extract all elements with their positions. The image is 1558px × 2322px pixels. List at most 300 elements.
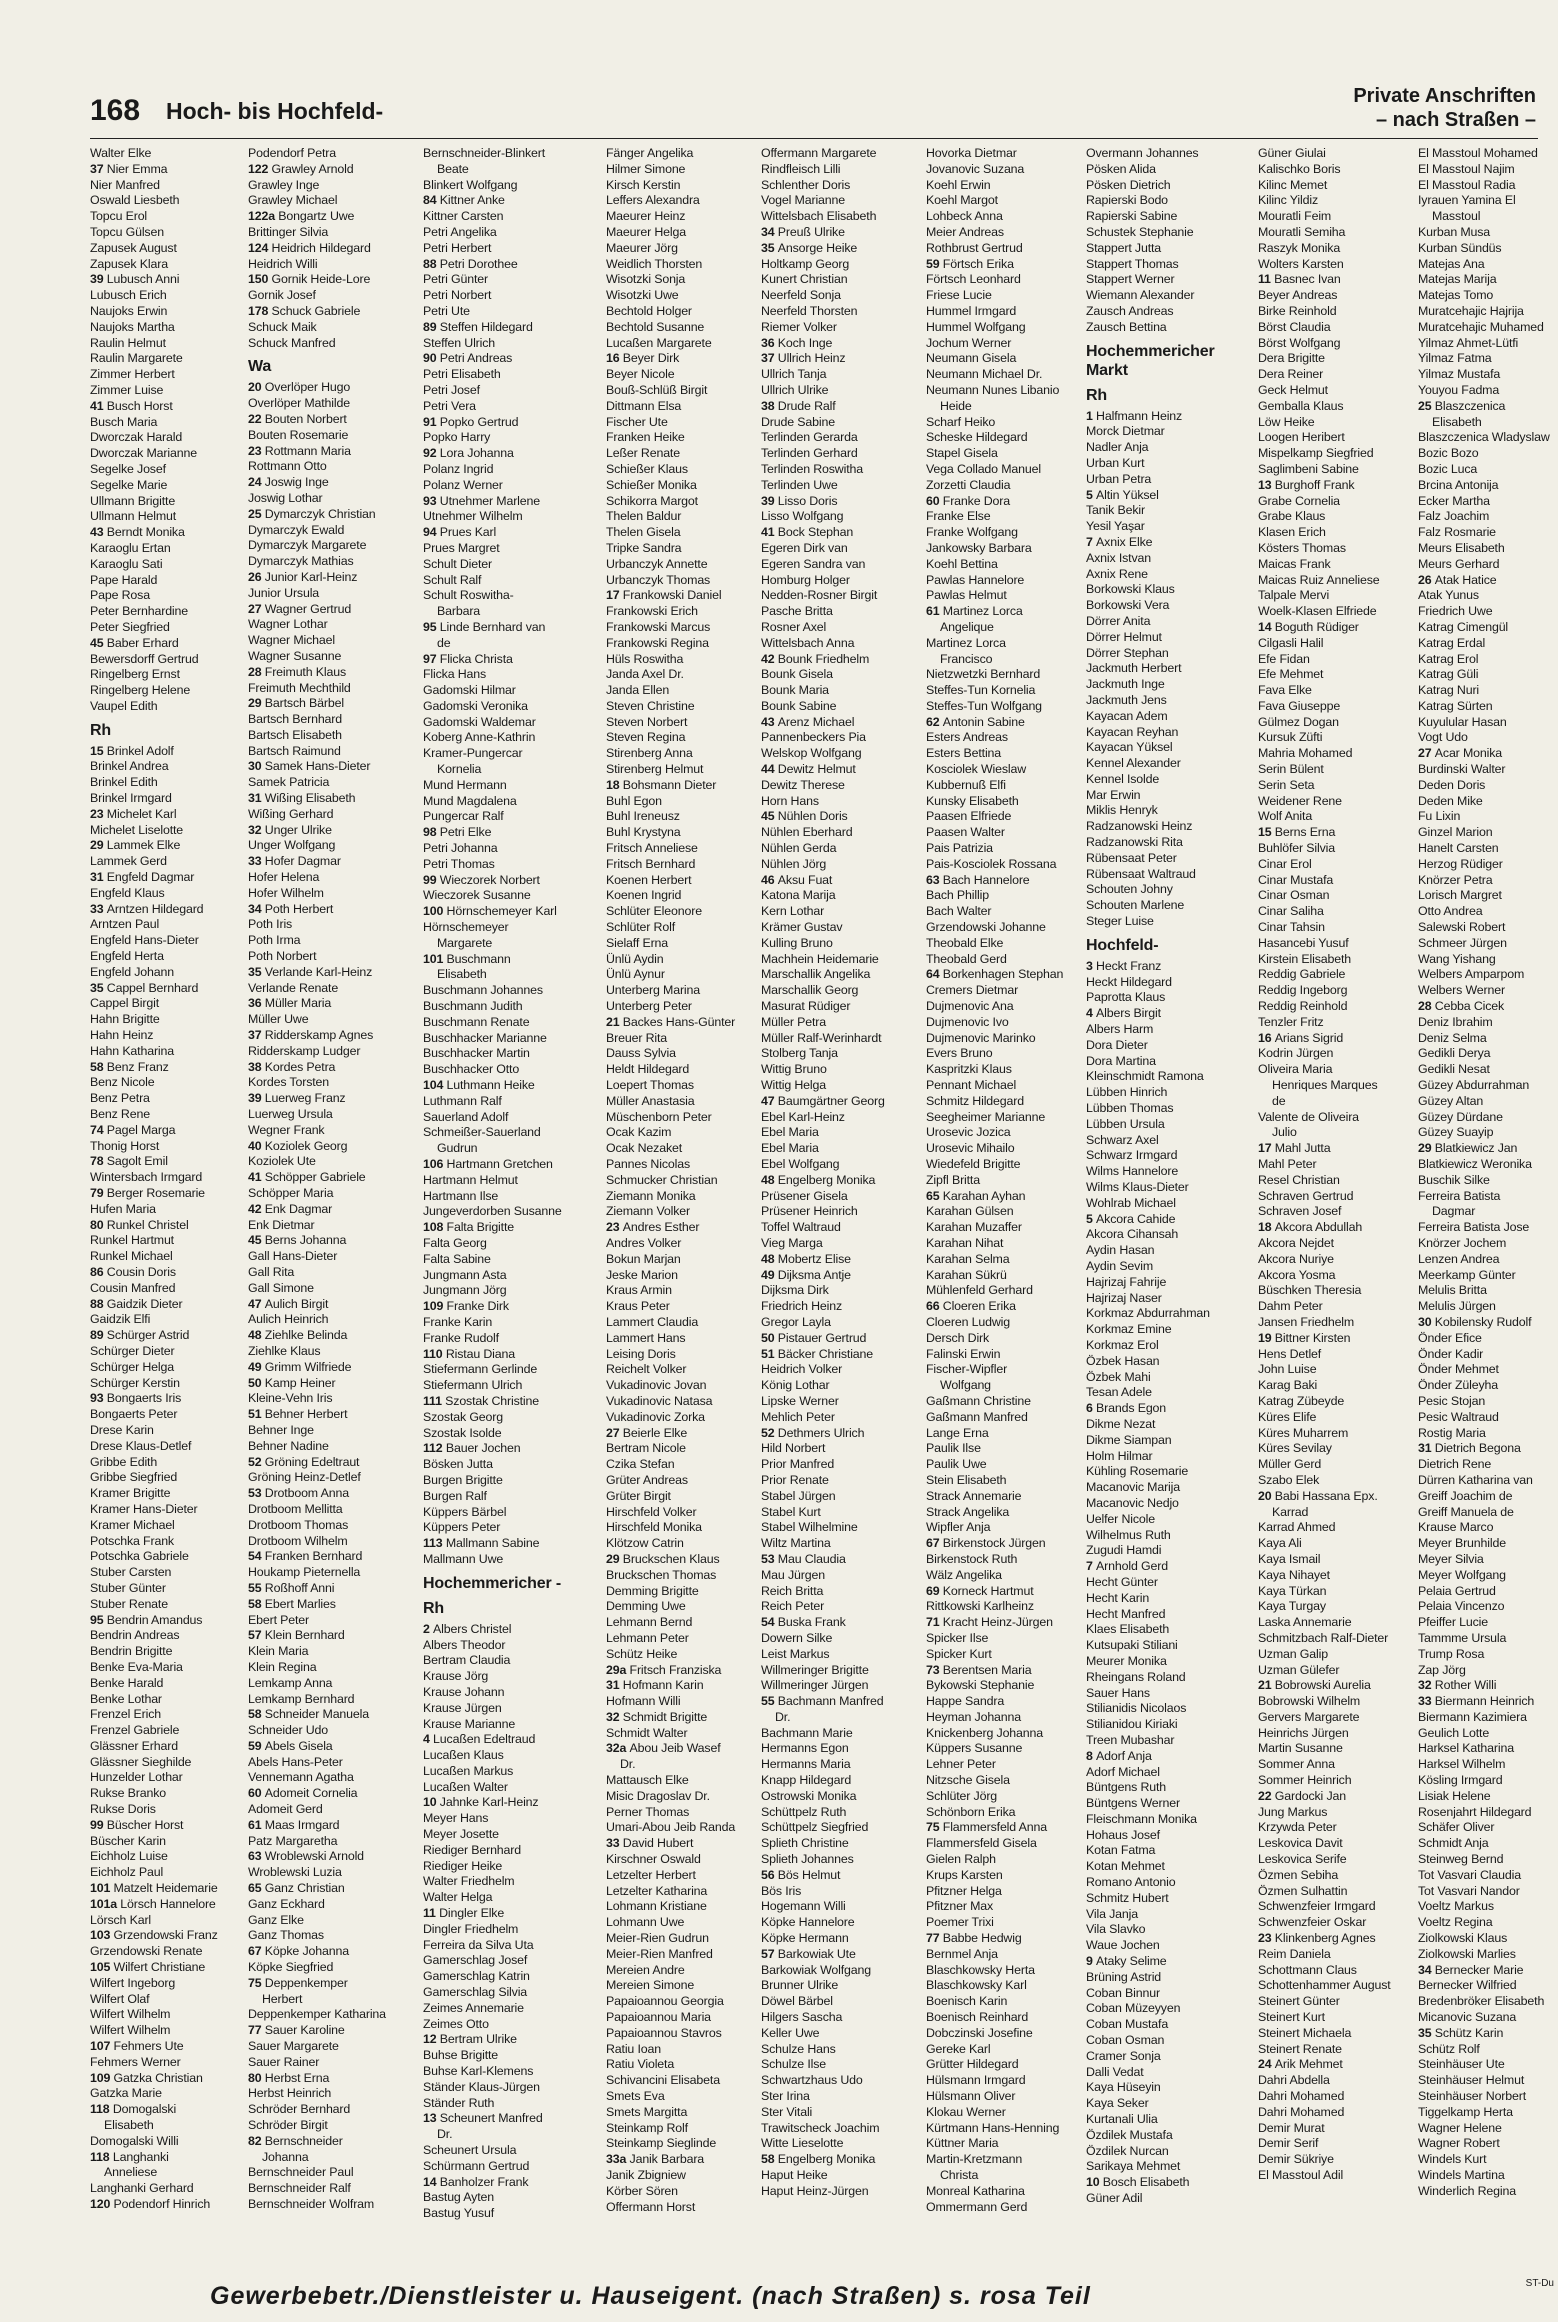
resident-entry: Raszyk Monika — [1258, 240, 1341, 255]
resident-entry: Cousin Manfred — [90, 1280, 176, 1295]
resident-entry: 25 Blaszczenica — [1418, 398, 1506, 413]
resident-entry: 150 Gornik Heide-Lore — [248, 272, 371, 287]
resident-entry: Gall Simone — [248, 1280, 314, 1295]
resident-entry: Deden Doris — [1418, 777, 1486, 792]
resident-entry: Klein Regina — [248, 1659, 317, 1674]
resident-entry: Dahri Abdella — [1258, 2073, 1330, 2088]
resident-entry: Schröder Bernhard — [248, 2102, 351, 2117]
resident-entry: Dymarczyk Margarete — [248, 538, 367, 553]
resident-entry: Pannenbeckers Pia — [761, 730, 866, 745]
house-number: 74 — [90, 1122, 107, 1137]
resident-entry: Bernschneider Ralf — [248, 2181, 351, 2196]
resident-entry: Küppers Bärbel — [423, 1504, 507, 1519]
resident-entry: 32 Unger Ulrike — [248, 822, 332, 837]
resident-entry: Eichholz Luise — [90, 1849, 168, 1864]
house-number: 9 — [1086, 1954, 1097, 1969]
house-number: 77 — [248, 2023, 265, 2038]
resident-entry: Terlinden Gerarda — [761, 430, 858, 445]
entry-continuation: Henriques Marques — [1272, 1078, 1378, 1093]
resident-entry: 107 Fehmers Ute — [90, 2039, 184, 2054]
resident-entry: Klasen Erich — [1258, 525, 1326, 540]
resident-entry: Kaya Ismail — [1258, 1551, 1321, 1566]
resident-entry: Karahan Gülsen — [926, 1204, 1014, 1219]
resident-entry: Mau Jürgen — [761, 1567, 825, 1582]
house-number: 24 — [1258, 2057, 1275, 2072]
resident-entry: Pfitzner Max — [926, 1899, 994, 1914]
resident-entry: Yilmaz Mustafa — [1418, 367, 1501, 382]
listing-column — [423, 146, 601, 2221]
house-number: 43 — [90, 525, 107, 540]
resident-entry: El Masstoul Radia — [1418, 177, 1516, 192]
resident-entry: 15 Brinkel Adolf — [90, 743, 174, 758]
resident-entry: Treen Mubashar — [1086, 1732, 1175, 1747]
listing-column — [606, 146, 756, 2214]
resident-entry: Brinkel Andrea — [90, 759, 169, 774]
resident-entry: Bouß-Schlüß Birgit — [606, 382, 708, 397]
resident-entry: Otto Andrea — [1418, 904, 1483, 919]
resident-entry: Pfitzner Helga — [926, 1883, 1002, 1898]
resident-entry: Cinar Mustafa — [1258, 872, 1334, 887]
resident-entry: Wieczorek Susanne — [423, 888, 531, 903]
resident-entry: Jansen Friedhelm — [1258, 1314, 1355, 1329]
resident-entry: Lübben Thomas — [1086, 1101, 1174, 1116]
resident-entry: Katrag Erol — [1418, 651, 1479, 666]
resident-entry: Steinhäuser Ute — [1418, 2057, 1505, 2072]
resident-entry: 29 Bruckschen Klaus — [606, 1551, 720, 1566]
resident-entry: Dujmenovic Marinko — [926, 1030, 1036, 1045]
resident-entry: 50 Pistauer Gertrud — [761, 1330, 867, 1345]
resident-entry: Cramer Sonja — [1086, 2048, 1161, 2063]
resident-entry: Ünlü Aynur — [606, 967, 665, 982]
resident-entry: 12 Bertram Ulrike — [423, 2032, 517, 2047]
resident-entry: Homburg Holger — [761, 572, 850, 587]
resident-entry: Jochum Werner — [926, 335, 1012, 350]
resident-entry: Hummel Wolfgang — [926, 319, 1026, 334]
resident-entry: Strack Angelika — [926, 1504, 1010, 1519]
resident-entry: Nier Manfred — [90, 177, 160, 192]
resident-entry: Schottmann Claus — [1258, 1962, 1357, 1977]
resident-entry: Neumann Gisela — [926, 351, 1017, 366]
resident-entry: 9 Ataky Selime — [1086, 1954, 1167, 1969]
resident-entry: Rukse Branko — [90, 1786, 167, 1801]
house-number: 150 — [248, 272, 272, 287]
house-number: 95 — [90, 1612, 107, 1627]
resident-entry: Köpke Siegfried — [248, 1960, 334, 1975]
resident-entry: Petri Josef — [423, 382, 480, 397]
resident-entry: 11 Basnec Ivan — [1258, 272, 1341, 287]
resident-entry: Bach Walter — [926, 904, 992, 919]
resident-entry: Schuck Manfred — [248, 335, 336, 350]
resident-entry: Harksel Wilhelm — [1418, 1757, 1506, 1772]
resident-entry: Bozic Bozo — [1418, 446, 1479, 461]
house-number: 16 — [1258, 1030, 1275, 1045]
resident-entry: Schmeißer-Sauerland — [423, 1125, 541, 1140]
resident-entry: Czika Stefan — [606, 1457, 675, 1472]
resident-entry: Akcora Nejdet — [1258, 1235, 1334, 1250]
resident-entry: Dörrer Helmut — [1086, 629, 1162, 644]
house-number: 54 — [761, 1615, 778, 1630]
entry-continuation: de — [1272, 1093, 1286, 1108]
resident-entry: Voeltz Regina — [1418, 1915, 1493, 1930]
house-number: 45 — [248, 1233, 265, 1248]
resident-entry: Koehl Margot — [926, 193, 998, 208]
resident-entry: Stappert Jutta — [1086, 240, 1162, 255]
listing-column — [761, 146, 921, 2198]
resident-entry: Winderlich Regina — [1418, 2183, 1516, 2198]
resident-entry: Engfeld Klaus — [90, 885, 165, 900]
resident-entry: Martin-Kretzmann — [926, 2152, 1023, 2167]
resident-entry: Serin Seta — [1258, 777, 1315, 792]
house-number: 69 — [926, 1583, 943, 1598]
resident-entry: Dijksma Dirk — [761, 1283, 829, 1298]
resident-entry: 19 Bittner Kirsten — [1258, 1330, 1351, 1345]
house-number: 23 — [90, 806, 107, 821]
listing-columns — [90, 146, 1550, 2221]
resident-entry: Yilmaz Ahmet-Lütfi — [1418, 335, 1519, 350]
resident-entry: El Masstoul Mohamed — [1418, 146, 1538, 160]
resident-entry: Schult Ralf — [423, 572, 482, 587]
house-number: 122 — [248, 161, 272, 176]
resident-entry: Dera Brigitte — [1258, 351, 1325, 366]
resident-entry: Thonig Horst — [90, 1138, 160, 1153]
resident-entry: Flicka Hans — [423, 667, 487, 682]
resident-entry: Knörzer Jochem — [1418, 1235, 1507, 1250]
resident-entry: 110 Ristau Diana — [423, 1346, 515, 1361]
resident-entry: Schüttpelz Siegfried — [761, 1820, 869, 1835]
resident-entry: Güner Adil — [1086, 2191, 1143, 2206]
resident-entry: Kaya Hüseyin — [1086, 2080, 1161, 2095]
house-number: 39 — [248, 1091, 265, 1106]
resident-entry: Neumann Michael Dr. — [926, 367, 1043, 382]
resident-entry: 77 Babbe Hedwig — [926, 1931, 1022, 1946]
resident-entry: Blaschkowsky Karl — [926, 1978, 1027, 1993]
house-number: 29 — [90, 838, 107, 853]
resident-entry: 118 Domogalski — [90, 2102, 177, 2117]
house-number: 98 — [423, 825, 440, 840]
resident-entry: Gedikli Derya — [1418, 1046, 1491, 1061]
resident-entry: Gaßmann Christine — [926, 1393, 1031, 1408]
resident-entry: Koziolek Ute — [248, 1154, 316, 1169]
resident-entry: Aulich Heinrich — [248, 1312, 329, 1327]
resident-entry: Grabe Cornelia — [1258, 493, 1340, 508]
resident-entry: Bertram Claudia — [423, 1653, 511, 1668]
resident-entry: Kilinc Memet — [1258, 177, 1328, 192]
resident-entry: Ringelberg Ernst — [90, 667, 180, 682]
resident-entry: Meier-Rien Gudrun — [606, 1931, 709, 1946]
resident-entry: 22 Bouten Norbert — [248, 411, 347, 426]
resident-entry: Karahan Muzaffer — [926, 1220, 1022, 1235]
resident-entry: Hartmann Ilse — [423, 1188, 499, 1203]
resident-entry: Kuyulular Hasan — [1418, 714, 1507, 729]
house-number: 25 — [1418, 398, 1435, 413]
resident-entry: Axnix Istvan — [1086, 550, 1151, 565]
street-heading: Hochemmericher - — [423, 1574, 562, 1592]
resident-entry: Stiefermann Ulrich — [423, 1378, 523, 1393]
resident-entry: Riediger Heike — [423, 1858, 503, 1873]
resident-entry: Katrag Zübeyde — [1258, 1393, 1345, 1408]
resident-entry: Poemer Trixi — [926, 1915, 994, 1930]
resident-entry: Reddig Gabriele — [1258, 967, 1346, 982]
resident-entry: Franken Heike — [606, 430, 685, 445]
resident-entry: Segelke Marie — [90, 477, 168, 492]
house-number: 111 — [423, 1393, 446, 1408]
resident-entry: Lohmann Uwe — [606, 1915, 685, 1930]
resident-entry: 30 Kobilensky Rudolf — [1418, 1314, 1532, 1329]
resident-entry: Talpale Mervi — [1258, 588, 1330, 603]
resident-entry: 105 Wilfert Christiane — [90, 1960, 206, 1975]
resident-entry: 15 Berns Erna — [1258, 825, 1336, 840]
resident-entry: Grzendowski Renate — [90, 1944, 203, 1959]
resident-entry: Drotboom Wilhelm — [248, 1533, 348, 1548]
resident-entry: Meurer Monika — [1086, 1653, 1167, 1668]
resident-entry: Schürger Dieter — [90, 1343, 175, 1358]
resident-entry: Lehmann Bernd — [606, 1615, 693, 1630]
resident-entry: Falta Georg — [423, 1235, 487, 1250]
resident-entry: 38 Kordes Petra — [248, 1059, 336, 1074]
resident-entry: Gall Rita — [248, 1264, 295, 1279]
house-number: 36 — [761, 335, 778, 350]
resident-entry: Terlinden Uwe — [761, 477, 838, 492]
resident-entry: Spicker Ilse — [926, 1630, 989, 1645]
resident-entry: Wagner Helene — [1418, 2120, 1502, 2135]
resident-entry: Zausch Bettina — [1086, 319, 1167, 334]
house-number: 27 — [606, 1425, 623, 1440]
resident-entry: Aydin Sevim — [1086, 1259, 1153, 1273]
resident-entry: Hermanns Maria — [761, 1757, 851, 1772]
resident-entry: Prüsener Heinrich — [761, 1204, 858, 1219]
resident-entry: Stirenberg Anna — [606, 746, 693, 761]
resident-entry: Güner Giulai — [1258, 146, 1326, 160]
resident-entry: 25 Dymarczyk Christian — [248, 506, 376, 521]
resident-entry: 124 Heidrich Hildegard — [248, 240, 371, 255]
resident-entry: Resel Christian — [1258, 1172, 1340, 1187]
entry-continuation: Dagmar — [1432, 1204, 1476, 1219]
resident-entry: Wilfert Olaf — [90, 1991, 150, 2006]
resident-entry: Theobald Elke — [926, 935, 1004, 950]
resident-entry: Jankowsky Barbara — [926, 540, 1032, 555]
resident-entry: Brüning Astrid — [1086, 1969, 1162, 1984]
resident-entry: Ullrich Ulrike — [761, 382, 829, 397]
resident-entry: 33 David Hubert — [606, 1836, 694, 1851]
resident-entry: Rindfleisch Lilli — [761, 161, 841, 176]
resident-entry: Stuber Renate — [90, 1596, 168, 1611]
resident-entry: Bobrowski Wilhelm — [1258, 1694, 1361, 1709]
resident-entry: Steinert Günter — [1258, 1994, 1340, 2009]
resident-entry: Heinrichs Jürgen — [1258, 1725, 1349, 1740]
resident-entry: Kleine-Vehn Iris — [248, 1391, 333, 1406]
house-number: 97 — [423, 651, 440, 666]
resident-entry: Hajrizaj Naser — [1086, 1290, 1162, 1305]
resident-entry: Pösken Dietrich — [1086, 177, 1171, 192]
house-number: 26 — [248, 569, 265, 584]
house-number: 103 — [90, 1928, 114, 1943]
resident-entry: Vogel Marianne — [761, 193, 846, 208]
resident-entry: Strack Annemarie — [926, 1488, 1022, 1503]
house-number: 124 — [248, 240, 272, 255]
resident-entry: Kösling Irmgard — [1418, 1773, 1503, 1788]
resident-entry: Dworczak Harald — [90, 430, 183, 445]
resident-entry: Wittig Bruno — [761, 1062, 827, 1077]
house-number: 101 — [90, 1881, 114, 1896]
house-number: 7 — [1086, 534, 1097, 549]
resident-entry: Jeske Marion — [606, 1267, 678, 1282]
resident-entry: Hild Norbert — [761, 1441, 826, 1456]
resident-entry: Küppers Peter — [423, 1520, 501, 1535]
resident-entry: Bastug Yusuf — [423, 2206, 494, 2221]
resident-entry: Morck Dietmar — [1086, 424, 1165, 439]
resident-entry: 13 Scheunert Manfred — [423, 2111, 543, 2126]
resident-entry: Urbanczyk Annette — [606, 556, 708, 571]
resident-entry: Keller Uwe — [761, 2025, 820, 2040]
resident-entry: 29 Blatkiewicz Jan — [1418, 1141, 1518, 1156]
resident-entry: Behner Inge — [248, 1422, 314, 1437]
resident-entry: Tot Vasvari Nandor — [1418, 1883, 1520, 1898]
resident-entry: Petri Ute — [423, 303, 470, 318]
resident-entry: Lucaßen Klaus — [423, 1748, 504, 1763]
resident-entry: Benz Petra — [90, 1091, 150, 1106]
resident-entry: Schmucker Christian — [606, 1172, 718, 1187]
resident-entry: Martin Susanne — [1258, 1741, 1343, 1756]
resident-entry: Welbers Amparpom — [1418, 967, 1525, 982]
resident-entry: Tammme Ursula — [1418, 1630, 1507, 1645]
resident-entry: Schwarz Axel — [1086, 1132, 1159, 1147]
entry-continuation: Elisabeth — [1432, 414, 1482, 429]
entry-continuation: Angelique — [940, 619, 994, 634]
resident-entry: Dewitz Therese — [761, 777, 845, 792]
resident-entry: Prior Manfred — [761, 1457, 835, 1472]
resident-entry: Masurat Rüdiger — [761, 999, 851, 1014]
resident-entry: 88 Petri Dorothee — [423, 256, 518, 271]
resident-entry: Hartmann Helmut — [423, 1172, 518, 1187]
house-number: 5 — [1086, 1211, 1097, 1226]
resident-entry: Gamerschlag Katrin — [423, 1969, 530, 1984]
resident-entry: Dersch Dirk — [926, 1330, 990, 1345]
resident-entry: Arntzen Paul — [90, 917, 160, 932]
footer-corner-code: ST-Du — [1525, 2278, 1554, 2289]
resident-entry: Kulling Bruno — [761, 935, 833, 950]
resident-entry: Leßer Renate — [606, 446, 680, 461]
house-number: 75 — [926, 1820, 943, 1835]
resident-entry: Youyou Fadma — [1418, 382, 1500, 397]
resident-entry: Müller Anastasia — [606, 1093, 695, 1108]
resident-entry: Yilmaz Fatma — [1418, 351, 1492, 366]
resident-entry: Katrag Erdal — [1418, 635, 1486, 650]
resident-entry: 51 Bäcker Christiane — [761, 1346, 874, 1361]
resident-entry: Schütz Rolf — [1418, 2041, 1480, 2056]
resident-entry: Spicker Kurt — [926, 1646, 992, 1661]
resident-entry: Vennemann Agatha — [248, 1770, 354, 1785]
house-number: 30 — [1418, 1314, 1435, 1329]
resident-entry: Waue Jochen — [1086, 1938, 1160, 1953]
resident-entry: Herbst Heinrich — [248, 2086, 332, 2101]
resident-entry: Önder Kadir — [1418, 1346, 1484, 1361]
resident-entry: Kösters Thomas — [1258, 540, 1346, 555]
resident-entry: 89 Schürger Astrid — [90, 1328, 190, 1343]
resident-entry: Küres Muharrem — [1258, 1425, 1349, 1440]
page-header — [0, 80, 1558, 140]
resident-entry: Fritsch Anneliese — [606, 841, 698, 856]
resident-entry: 34 Preuß Ulrike — [761, 224, 845, 239]
street-heading: Rh — [1086, 386, 1108, 404]
resident-entry: Unger Wolfgang — [248, 838, 336, 853]
house-number: 8 — [1086, 1748, 1097, 1763]
resident-entry: Wipfler Anja — [926, 1520, 991, 1535]
resident-entry: Reddig Reinhold — [1258, 999, 1348, 1014]
resident-entry: 42 Bounk Friedhelm — [761, 651, 870, 666]
street-heading: Hochfeld- — [1086, 936, 1159, 954]
resident-entry: Gülmez Dogan — [1258, 714, 1339, 729]
resident-entry: Schustek Stephanie — [1086, 224, 1194, 239]
resident-entry: Buschhacker Martin — [423, 1046, 530, 1061]
resident-entry: Bendrin Andreas — [90, 1628, 180, 1643]
resident-entry: Geck Helmut — [1258, 382, 1328, 397]
resident-entry: Bounk Sabine — [761, 698, 837, 713]
resident-entry: John Luise — [1258, 1362, 1317, 1377]
resident-entry: Efe Mehmet — [1258, 667, 1324, 682]
resident-entry: 63 Wroblewski Arnold — [248, 1849, 364, 1864]
resident-entry: Macanovic Nedjo — [1086, 1495, 1179, 1510]
resident-entry: Schütz Heike — [606, 1646, 678, 1661]
resident-entry: 41 Busch Horst — [90, 398, 173, 413]
resident-entry: Steffen Ulrich — [423, 335, 496, 350]
resident-entry: Meurs Gerhard — [1418, 556, 1500, 571]
resident-entry: Pösken Alida — [1086, 161, 1156, 176]
resident-entry: Coban Mustafa — [1086, 2017, 1169, 2032]
house-number: 89 — [423, 319, 440, 334]
resident-entry: Schneider Udo — [248, 1723, 329, 1738]
resident-entry: Cilgasli Halil — [1258, 635, 1324, 650]
resident-entry: Oswald Liesbeth — [90, 193, 180, 208]
resident-entry: Bernschneider Paul — [248, 2165, 354, 2180]
resident-entry: Drese Karin — [90, 1422, 154, 1437]
resident-entry: 53 Mau Claudia — [761, 1551, 846, 1566]
resident-entry: Hilgers Sascha — [761, 2010, 843, 2025]
resident-entry: Stiefermann Gerlinde — [423, 1362, 538, 1377]
resident-entry: Hörnschemeyer — [423, 920, 509, 935]
resident-entry: Pais-Kosciolek Rossana — [926, 856, 1057, 871]
house-number: 17 — [1258, 1141, 1275, 1156]
resident-entry: Luerweg Ursula — [248, 1107, 333, 1122]
resident-entry: Güzey Abdurrahman — [1418, 1078, 1530, 1093]
resident-entry: Gervers Margarete — [1258, 1709, 1360, 1724]
resident-entry: Karrad Ahmed — [1258, 1520, 1336, 1535]
resident-entry: 40 Koziolek Georg — [248, 1138, 348, 1153]
resident-entry: Buschik Silke — [1418, 1172, 1490, 1187]
resident-entry: Stuber Carsten — [90, 1565, 172, 1580]
resident-entry: Grüter Andreas — [606, 1472, 688, 1487]
resident-entry: Petri Thomas — [423, 856, 495, 871]
resident-entry: Brinkel Edith — [90, 775, 158, 790]
resident-entry: Steinweg Bernd — [1418, 1852, 1504, 1867]
house-number: 31 — [1418, 1441, 1435, 1456]
resident-entry: 58 Engelberg Monika — [761, 2152, 876, 2167]
resident-entry: Schürger Helga — [90, 1359, 174, 1374]
house-number: 58 — [90, 1059, 107, 1074]
resident-entry: Bounk Gisela — [761, 667, 833, 682]
listing-column — [1418, 146, 1550, 2198]
resident-entry: 122a Bongartz Uwe — [248, 209, 355, 224]
house-number: 109 — [90, 2070, 114, 2085]
resident-entry: Egeren Dirk van — [761, 540, 848, 555]
house-number: 65 — [926, 1188, 943, 1203]
resident-entry: Förtsch Leonhard — [926, 272, 1021, 287]
resident-entry: Lemkamp Bernhard — [248, 1691, 355, 1706]
resident-entry: Schlüter Jörg — [926, 1788, 998, 1803]
resident-entry: Mallmann Uwe — [423, 1551, 504, 1566]
resident-entry: Gregor Layla — [761, 1314, 831, 1329]
entry-continuation: Elisabeth — [104, 2118, 154, 2133]
resident-entry: Serin Bülent — [1258, 762, 1324, 777]
